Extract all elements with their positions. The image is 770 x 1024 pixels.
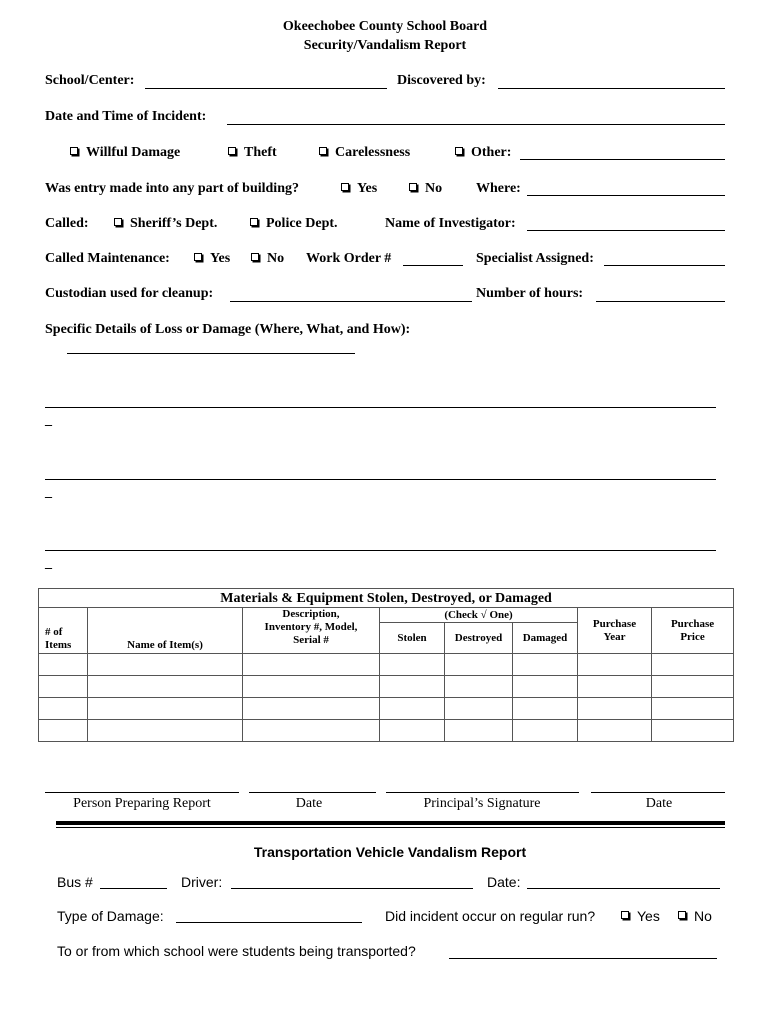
col-items-header: # of Items <box>39 608 88 654</box>
table-cell[interactable] <box>513 676 578 698</box>
col-year-header: Purchase Year <box>578 608 652 654</box>
maint-no-option[interactable]: No <box>251 251 284 267</box>
school-center-label: School/Center: <box>45 73 135 88</box>
preparer-signature-line[interactable] <box>45 792 239 793</box>
maint-yes-option[interactable]: Yes <box>194 251 230 267</box>
table-cell[interactable] <box>652 654 734 676</box>
date-time-label: Date and Time of Incident: <box>45 109 207 124</box>
table-cell[interactable] <box>380 698 445 720</box>
details-underscore: _ <box>45 485 52 500</box>
table-row <box>39 720 734 742</box>
checkbox-icon <box>341 183 349 191</box>
table-cell[interactable] <box>88 676 243 698</box>
table-cell[interactable] <box>513 654 578 676</box>
called-label: Called: <box>45 216 89 231</box>
preparer-caption: Person Preparing Report <box>73 796 211 811</box>
specialist-field[interactable] <box>604 265 725 266</box>
table-cell[interactable] <box>380 654 445 676</box>
table-row <box>39 654 734 676</box>
materials-table <box>38 588 734 742</box>
preparer-date-line[interactable] <box>249 792 376 793</box>
sheriff-option[interactable]: Sheriff’s Dept. <box>114 216 217 232</box>
table-cell[interactable] <box>88 698 243 720</box>
principal-date-line[interactable] <box>591 792 725 793</box>
checkbox-icon <box>114 218 122 226</box>
date-time-field[interactable] <box>227 124 725 125</box>
entry-yes-option[interactable]: Yes <box>341 181 377 197</box>
col-name-header: Name of Item(s) <box>88 608 243 654</box>
col-destroyed-header: Destroyed <box>445 623 513 654</box>
table-cell[interactable] <box>652 698 734 720</box>
table-cell[interactable] <box>578 720 652 742</box>
details-line[interactable] <box>45 479 716 480</box>
preparer-date-caption: Date <box>295 796 323 811</box>
table-cell[interactable] <box>513 720 578 742</box>
entry-question: Was entry made into any part of building? <box>45 181 299 196</box>
table-cell[interactable] <box>445 676 513 698</box>
table-cell[interactable] <box>39 676 88 698</box>
table-cell[interactable] <box>652 676 734 698</box>
col-price-header: Purchase Price <box>652 608 734 654</box>
table-cell[interactable] <box>243 676 380 698</box>
table-cell[interactable] <box>243 654 380 676</box>
discovered-by-label: Discovered by: <box>397 73 486 88</box>
table-cell[interactable] <box>39 654 88 676</box>
details-label: Specific Details of Loss or Damage (Where, What, and How): <box>45 322 411 337</box>
table-cell[interactable] <box>578 676 652 698</box>
table-row <box>39 676 734 698</box>
custodian-field[interactable] <box>230 301 472 302</box>
table-cell[interactable] <box>88 654 243 676</box>
bus-field[interactable] <box>100 888 167 889</box>
bus-label: Bus # <box>57 874 93 890</box>
work-order-field[interactable] <box>403 265 463 266</box>
theft-option[interactable]: Theft <box>228 145 277 161</box>
table-cell[interactable] <box>445 654 513 676</box>
table-row <box>39 698 734 720</box>
investigator-field[interactable] <box>527 230 725 231</box>
school-field[interactable] <box>449 958 717 959</box>
investigator-label: Name of Investigator: <box>385 216 516 231</box>
checkbox-icon <box>251 253 259 261</box>
checkbox-icon <box>621 911 629 919</box>
type-damage-field[interactable] <box>176 922 362 923</box>
custodian-label: Custodian used for cleanup: <box>45 286 214 301</box>
section-divider <box>56 821 725 825</box>
details-underscore: _ <box>45 556 52 571</box>
table-cell[interactable] <box>39 720 88 742</box>
table-title: Materials & Equipment Stolen, Destroyed, or Damaged <box>39 589 734 608</box>
col-damaged-header: Damaged <box>513 623 578 654</box>
check-one-header: (Check √ One) <box>380 608 578 623</box>
driver-label: Driver: <box>181 874 223 890</box>
checkbox-icon <box>194 253 202 261</box>
table-cell[interactable] <box>652 720 734 742</box>
transport-title: Transportation Vehicle Vandalism Report <box>253 844 527 860</box>
date-field[interactable] <box>527 888 720 889</box>
discovered-by-field[interactable] <box>498 88 725 89</box>
entry-no-option[interactable]: No <box>409 181 442 197</box>
table-cell[interactable] <box>243 720 380 742</box>
table-cell[interactable] <box>380 720 445 742</box>
run-yes-option[interactable]: Yes <box>621 908 660 924</box>
table-cell[interactable] <box>88 720 243 742</box>
table-cell[interactable] <box>445 720 513 742</box>
table-cell[interactable] <box>578 698 652 720</box>
checkbox-icon <box>228 147 236 155</box>
checkbox-icon <box>455 147 463 155</box>
police-option[interactable]: Police Dept. <box>250 216 338 232</box>
specialist-label: Specialist Assigned: <box>476 251 594 266</box>
details-line[interactable] <box>67 353 355 354</box>
hours-label: Number of hours: <box>476 286 584 301</box>
other-option[interactable]: Other: <box>455 145 511 161</box>
type-damage-label: Type of Damage: <box>57 908 164 924</box>
section-divider-thin <box>56 827 725 828</box>
table-cell[interactable] <box>39 698 88 720</box>
date-label: Date: <box>487 874 521 890</box>
table-cell[interactable] <box>513 698 578 720</box>
called-maintenance-label: Called Maintenance: <box>45 251 170 266</box>
details-line[interactable] <box>45 550 716 551</box>
where-label: Where: <box>476 181 521 196</box>
table-cell[interactable] <box>445 698 513 720</box>
school-question: To or from which school were students being transported? <box>57 943 416 959</box>
school-center-field[interactable] <box>145 88 387 89</box>
principal-date-caption: Date <box>645 796 673 811</box>
table-cell[interactable] <box>380 676 445 698</box>
principal-signature-line[interactable] <box>386 792 579 793</box>
where-field[interactable] <box>527 195 725 196</box>
regular-run-question: Did incident occur on regular run? <box>385 908 596 924</box>
org-name: Okeechobee County School Board <box>282 19 488 34</box>
table-cell[interactable] <box>578 654 652 676</box>
hours-field[interactable] <box>596 301 725 302</box>
other-field[interactable] <box>520 159 725 160</box>
checkbox-icon <box>250 218 258 226</box>
report-title: Security/Vandalism Report <box>303 38 467 53</box>
col-desc-header: Description, Inventory #, Model, Serial # <box>243 608 380 654</box>
details-line[interactable] <box>45 407 716 408</box>
details-underscore: _ <box>45 413 52 428</box>
checkbox-icon <box>678 911 686 919</box>
checkbox-icon <box>319 147 327 155</box>
work-order-label: Work Order # <box>306 251 392 266</box>
driver-field[interactable] <box>231 888 473 889</box>
carelessness-option[interactable]: Carelessness <box>319 145 410 161</box>
principal-caption: Principal’s Signature <box>423 796 541 811</box>
col-stolen-header: Stolen <box>380 623 445 654</box>
checkbox-icon <box>70 147 78 155</box>
run-no-option[interactable]: No <box>678 908 712 924</box>
willful-damage-option[interactable]: Willful Damage <box>70 145 180 161</box>
table-cell[interactable] <box>243 698 380 720</box>
checkbox-icon <box>409 183 417 191</box>
